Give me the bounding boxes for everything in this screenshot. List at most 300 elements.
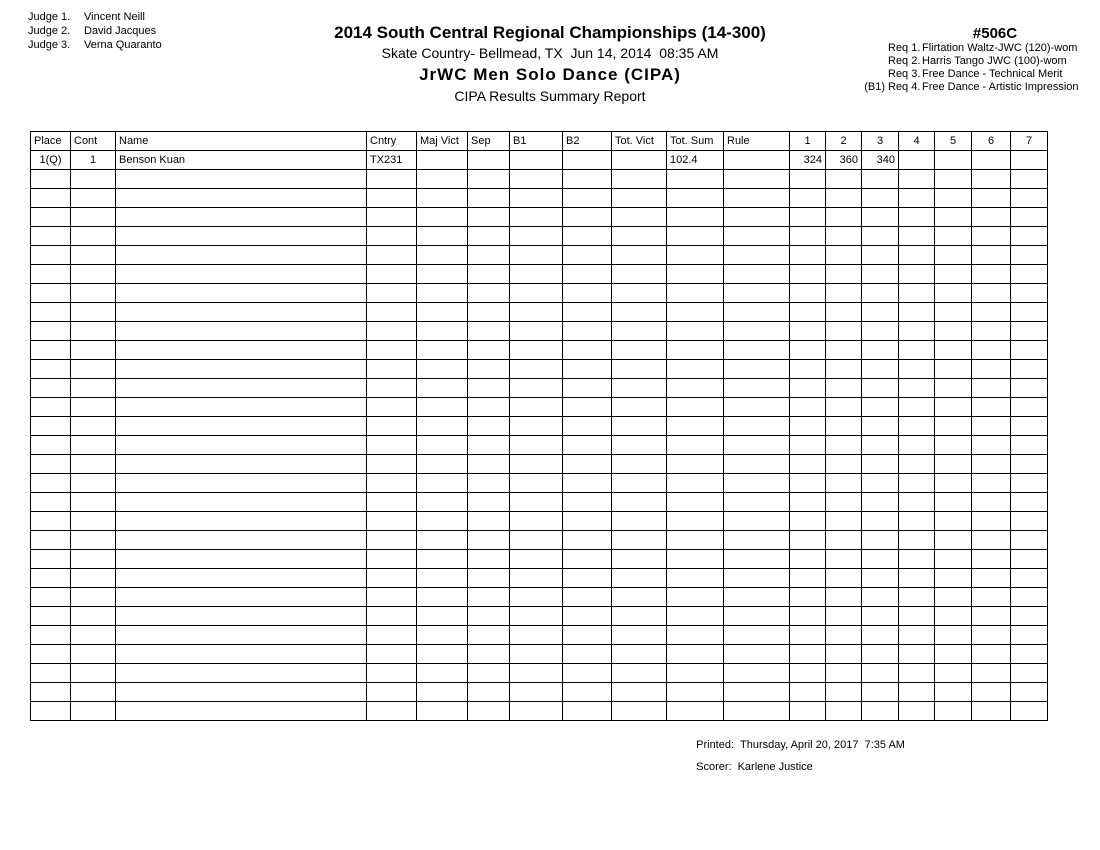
table-cell bbox=[612, 702, 667, 721]
table-cell bbox=[116, 531, 367, 550]
table-cell bbox=[510, 322, 563, 341]
table-cell bbox=[116, 474, 367, 493]
table-cell bbox=[116, 398, 367, 417]
table-cell bbox=[563, 246, 612, 265]
table-cell bbox=[790, 588, 826, 607]
column-header: B1 bbox=[510, 132, 563, 151]
table-cell bbox=[468, 474, 510, 493]
table-cell bbox=[899, 455, 935, 474]
table-cell bbox=[417, 189, 468, 208]
table-cell bbox=[790, 227, 826, 246]
table-cell bbox=[31, 531, 71, 550]
table-cell bbox=[417, 493, 468, 512]
table-cell bbox=[367, 626, 417, 645]
table-cell bbox=[899, 531, 935, 550]
table-cell bbox=[826, 322, 862, 341]
table-cell bbox=[563, 170, 612, 189]
table-cell bbox=[862, 379, 899, 398]
table-cell bbox=[935, 208, 972, 227]
table-cell bbox=[862, 550, 899, 569]
requirement-line bbox=[858, 81, 1100, 94]
table-cell bbox=[468, 246, 510, 265]
table-cell bbox=[899, 303, 935, 322]
empty-row bbox=[31, 531, 1048, 550]
table-cell bbox=[31, 569, 71, 588]
table-cell bbox=[417, 683, 468, 702]
table-cell bbox=[667, 455, 724, 474]
results-table bbox=[30, 131, 1048, 721]
table-cell bbox=[862, 284, 899, 303]
table-cell bbox=[510, 702, 563, 721]
table-cell bbox=[468, 379, 510, 398]
table-cell bbox=[510, 436, 563, 455]
table-cell bbox=[71, 683, 116, 702]
table-cell bbox=[71, 208, 116, 227]
table-cell bbox=[972, 493, 1011, 512]
table-cell bbox=[116, 170, 367, 189]
table-cell bbox=[116, 265, 367, 284]
table-cell bbox=[468, 588, 510, 607]
table-cell bbox=[563, 284, 612, 303]
table-cell bbox=[972, 398, 1011, 417]
table-cell bbox=[510, 341, 563, 360]
table-cell bbox=[510, 645, 563, 664]
table-cell bbox=[71, 531, 116, 550]
table-cell bbox=[667, 208, 724, 227]
table-cell bbox=[972, 246, 1011, 265]
table-cell bbox=[826, 569, 862, 588]
table-cell bbox=[71, 588, 116, 607]
table-cell bbox=[116, 303, 367, 322]
table-cell bbox=[612, 455, 667, 474]
table-cell bbox=[367, 493, 417, 512]
table-cell bbox=[724, 493, 790, 512]
table-cell bbox=[826, 474, 862, 493]
table-cell bbox=[612, 493, 667, 512]
table-cell bbox=[1011, 170, 1048, 189]
table-cell bbox=[667, 322, 724, 341]
table-cell bbox=[612, 227, 667, 246]
table-cell bbox=[972, 341, 1011, 360]
table-cell bbox=[417, 569, 468, 588]
table-cell bbox=[31, 379, 71, 398]
table-cell bbox=[563, 360, 612, 379]
table-cell bbox=[468, 550, 510, 569]
table-cell bbox=[367, 455, 417, 474]
table-cell bbox=[71, 170, 116, 189]
table-cell bbox=[510, 607, 563, 626]
table-cell bbox=[1011, 569, 1048, 588]
table-cell bbox=[31, 417, 71, 436]
table-cell bbox=[71, 512, 116, 531]
printed-timestamp bbox=[690, 727, 905, 751]
table-cell bbox=[724, 151, 790, 170]
empty-row bbox=[31, 208, 1048, 227]
table-cell bbox=[862, 208, 899, 227]
table-cell bbox=[899, 417, 935, 436]
table-cell bbox=[71, 398, 116, 417]
table-cell bbox=[468, 683, 510, 702]
table-cell bbox=[510, 512, 563, 531]
table-cell bbox=[667, 664, 724, 683]
table-cell bbox=[468, 569, 510, 588]
table-cell bbox=[899, 626, 935, 645]
table-cell bbox=[724, 360, 790, 379]
table-cell bbox=[935, 227, 972, 246]
table-cell bbox=[510, 398, 563, 417]
table-cell bbox=[667, 531, 724, 550]
table-cell bbox=[71, 246, 116, 265]
table-cell bbox=[612, 189, 667, 208]
table-cell bbox=[612, 265, 667, 284]
table-cell bbox=[417, 417, 468, 436]
column-header: 3 bbox=[862, 132, 899, 151]
table-cell bbox=[116, 379, 367, 398]
table-cell bbox=[667, 702, 724, 721]
empty-row bbox=[31, 493, 1048, 512]
empty-row bbox=[31, 189, 1048, 208]
table-cell bbox=[116, 607, 367, 626]
table-cell bbox=[612, 588, 667, 607]
table-cell bbox=[899, 265, 935, 284]
table-cell bbox=[724, 683, 790, 702]
table-cell bbox=[31, 436, 71, 455]
table-cell bbox=[71, 607, 116, 626]
table-cell bbox=[790, 626, 826, 645]
table-cell bbox=[667, 284, 724, 303]
empty-row bbox=[31, 683, 1048, 702]
table-cell bbox=[71, 284, 116, 303]
table-cell bbox=[510, 246, 563, 265]
table-cell bbox=[612, 417, 667, 436]
column-header: Place bbox=[31, 132, 71, 151]
req-text: Free Dance - Artistic Impression bbox=[922, 81, 1079, 93]
table-cell bbox=[612, 512, 667, 531]
table-cell bbox=[1011, 512, 1048, 531]
table-cell bbox=[1011, 607, 1048, 626]
table-cell bbox=[724, 474, 790, 493]
table-cell bbox=[367, 474, 417, 493]
table-cell bbox=[972, 151, 1011, 170]
table-cell bbox=[826, 664, 862, 683]
empty-row bbox=[31, 607, 1048, 626]
table-cell bbox=[667, 360, 724, 379]
empty-row bbox=[31, 550, 1048, 569]
table-cell bbox=[790, 455, 826, 474]
table-cell bbox=[563, 493, 612, 512]
table-cell bbox=[510, 455, 563, 474]
table-cell bbox=[826, 436, 862, 455]
table-cell bbox=[417, 702, 468, 721]
event-title: JrWC Men Solo Dance (CIPA) bbox=[419, 65, 681, 84]
table-cell bbox=[826, 417, 862, 436]
table-cell bbox=[31, 303, 71, 322]
table-cell bbox=[71, 417, 116, 436]
table-cell bbox=[862, 531, 899, 550]
table-cell bbox=[468, 626, 510, 645]
column-header: Tot. Sum bbox=[667, 132, 724, 151]
report-name: CIPA Results Summary Report bbox=[454, 88, 646, 104]
column-header: 5 bbox=[935, 132, 972, 151]
req-text: Free Dance - Technical Merit bbox=[922, 68, 1063, 80]
table-cell bbox=[826, 702, 862, 721]
table-cell bbox=[935, 607, 972, 626]
table-cell bbox=[862, 607, 899, 626]
table-cell bbox=[417, 246, 468, 265]
column-header: Cont bbox=[71, 132, 116, 151]
table-cell bbox=[935, 550, 972, 569]
table-cell bbox=[724, 322, 790, 341]
table-cell bbox=[468, 493, 510, 512]
table-cell bbox=[826, 550, 862, 569]
table-cell bbox=[972, 303, 1011, 322]
empty-row bbox=[31, 284, 1048, 303]
column-header: Tot. Vict bbox=[612, 132, 667, 151]
table-cell bbox=[1011, 360, 1048, 379]
table-cell bbox=[935, 474, 972, 493]
table-cell bbox=[116, 645, 367, 664]
table-cell bbox=[862, 303, 899, 322]
table-cell bbox=[563, 379, 612, 398]
table-cell bbox=[667, 645, 724, 664]
table-cell bbox=[31, 189, 71, 208]
table-cell bbox=[972, 189, 1011, 208]
table-cell bbox=[563, 189, 612, 208]
table-cell bbox=[510, 417, 563, 436]
empty-row bbox=[31, 322, 1048, 341]
empty-row bbox=[31, 303, 1048, 322]
table-cell bbox=[862, 493, 899, 512]
table-cell bbox=[563, 588, 612, 607]
table-cell bbox=[935, 683, 972, 702]
table-cell bbox=[972, 455, 1011, 474]
judge-label: Judge 2. bbox=[28, 25, 71, 37]
table-cell bbox=[1011, 246, 1048, 265]
table-cell bbox=[935, 493, 972, 512]
table-cell bbox=[367, 246, 417, 265]
empty-row bbox=[31, 417, 1048, 436]
empty-row bbox=[31, 265, 1048, 284]
judge-name: Verna Quaranto bbox=[84, 39, 162, 51]
table-cell bbox=[826, 626, 862, 645]
table-cell bbox=[612, 151, 667, 170]
table-cell bbox=[563, 626, 612, 645]
table-cell bbox=[935, 664, 972, 683]
table-cell bbox=[667, 569, 724, 588]
table-cell bbox=[1011, 322, 1048, 341]
table-cell bbox=[510, 683, 563, 702]
empty-row bbox=[31, 588, 1048, 607]
table-cell bbox=[612, 322, 667, 341]
table-cell bbox=[417, 265, 468, 284]
scorer-label: Scorer: bbox=[696, 761, 732, 773]
requirement-line bbox=[858, 68, 1100, 81]
table-cell bbox=[790, 493, 826, 512]
table-cell bbox=[1011, 417, 1048, 436]
table-cell bbox=[899, 588, 935, 607]
table-cell bbox=[563, 664, 612, 683]
table-cell bbox=[862, 398, 899, 417]
table-cell bbox=[724, 398, 790, 417]
table-cell bbox=[417, 531, 468, 550]
championship-title: 2014 South Central Regional Championships (14-300) bbox=[334, 23, 766, 42]
table-cell bbox=[563, 512, 612, 531]
table-cell bbox=[116, 436, 367, 455]
table-cell bbox=[826, 531, 862, 550]
table-cell bbox=[862, 588, 899, 607]
table-cell bbox=[972, 227, 1011, 246]
table-cell bbox=[862, 265, 899, 284]
table-cell bbox=[724, 512, 790, 531]
table-cell bbox=[1011, 626, 1048, 645]
table-cell bbox=[667, 550, 724, 569]
table-cell bbox=[972, 702, 1011, 721]
table-cell bbox=[71, 645, 116, 664]
table-cell bbox=[935, 151, 972, 170]
table-cell bbox=[826, 341, 862, 360]
table-cell bbox=[667, 170, 724, 189]
table-cell bbox=[468, 341, 510, 360]
table-cell bbox=[31, 398, 71, 417]
table-cell bbox=[31, 284, 71, 303]
table-cell bbox=[899, 645, 935, 664]
table-cell bbox=[116, 702, 367, 721]
table-cell bbox=[826, 170, 862, 189]
table-cell bbox=[116, 284, 367, 303]
table-cell bbox=[116, 341, 367, 360]
table-cell bbox=[826, 379, 862, 398]
table-cell bbox=[935, 360, 972, 379]
table-cell bbox=[563, 569, 612, 588]
table-cell bbox=[612, 531, 667, 550]
table-cell bbox=[367, 227, 417, 246]
table-cell bbox=[667, 474, 724, 493]
table-cell bbox=[563, 683, 612, 702]
table-cell bbox=[899, 246, 935, 265]
table-cell bbox=[468, 208, 510, 227]
table-cell bbox=[826, 493, 862, 512]
table-cell bbox=[826, 265, 862, 284]
table-cell bbox=[71, 227, 116, 246]
empty-row bbox=[31, 474, 1048, 493]
table-cell bbox=[71, 189, 116, 208]
table-cell bbox=[1011, 550, 1048, 569]
table-cell bbox=[1011, 683, 1048, 702]
table-cell bbox=[71, 664, 116, 683]
table-cell bbox=[1011, 436, 1048, 455]
table-cell bbox=[612, 645, 667, 664]
table-cell bbox=[468, 436, 510, 455]
table-cell bbox=[972, 531, 1011, 550]
table-cell bbox=[417, 607, 468, 626]
table-cell bbox=[899, 284, 935, 303]
table-cell bbox=[71, 379, 116, 398]
table-cell bbox=[468, 189, 510, 208]
table-cell bbox=[71, 493, 116, 512]
table-cell bbox=[724, 189, 790, 208]
table-cell bbox=[510, 588, 563, 607]
table-cell bbox=[826, 189, 862, 208]
table-cell bbox=[899, 360, 935, 379]
table-cell bbox=[563, 455, 612, 474]
table-cell bbox=[116, 189, 367, 208]
table-cell bbox=[367, 398, 417, 417]
table-cell bbox=[862, 645, 899, 664]
table-cell bbox=[417, 455, 468, 474]
table-cell bbox=[899, 436, 935, 455]
table-cell bbox=[468, 322, 510, 341]
table-cell bbox=[899, 170, 935, 189]
empty-row bbox=[31, 512, 1048, 531]
table-cell bbox=[790, 379, 826, 398]
table-cell bbox=[116, 550, 367, 569]
empty-row bbox=[31, 379, 1048, 398]
table-cell bbox=[862, 702, 899, 721]
table-cell bbox=[667, 189, 724, 208]
table-cell bbox=[667, 246, 724, 265]
printed-label: Printed: bbox=[696, 739, 735, 751]
table-cell bbox=[899, 493, 935, 512]
empty-row bbox=[31, 626, 1048, 645]
table-cell bbox=[563, 265, 612, 284]
table-cell bbox=[468, 151, 510, 170]
table-cell bbox=[935, 341, 972, 360]
table-cell bbox=[1011, 151, 1048, 170]
table-cell bbox=[826, 683, 862, 702]
table-cell bbox=[1011, 227, 1048, 246]
column-header: Maj Vict bbox=[417, 132, 468, 151]
table-cell bbox=[417, 474, 468, 493]
table-cell bbox=[563, 322, 612, 341]
table-cell bbox=[367, 512, 417, 531]
table-cell bbox=[899, 512, 935, 531]
table-cell bbox=[899, 208, 935, 227]
table-cell bbox=[1011, 493, 1048, 512]
table-cell bbox=[826, 645, 862, 664]
table-cell bbox=[468, 664, 510, 683]
table-cell bbox=[790, 702, 826, 721]
empty-row bbox=[31, 341, 1048, 360]
table-cell bbox=[862, 512, 899, 531]
table-cell bbox=[612, 626, 667, 645]
table-cell bbox=[417, 379, 468, 398]
table-cell bbox=[899, 341, 935, 360]
table-cell bbox=[367, 208, 417, 227]
table-cell bbox=[790, 189, 826, 208]
table-cell bbox=[667, 227, 724, 246]
table-cell bbox=[790, 265, 826, 284]
table-cell bbox=[972, 208, 1011, 227]
table-cell bbox=[667, 417, 724, 436]
table-cell bbox=[71, 303, 116, 322]
venue-date-line: Skate Country- Bellmead, TX Jun 14, 2014 08:35 AM bbox=[381, 45, 719, 61]
table-cell bbox=[612, 664, 667, 683]
table-cell bbox=[31, 493, 71, 512]
table-cell bbox=[972, 417, 1011, 436]
table-cell bbox=[510, 664, 563, 683]
table-cell bbox=[724, 607, 790, 626]
table-cell bbox=[367, 303, 417, 322]
table-cell bbox=[31, 322, 71, 341]
table-cell bbox=[724, 303, 790, 322]
table-cell bbox=[367, 683, 417, 702]
table-cell bbox=[31, 208, 71, 227]
table-cell bbox=[935, 645, 972, 664]
table-cell bbox=[468, 455, 510, 474]
table-cell bbox=[563, 398, 612, 417]
table-cell bbox=[468, 531, 510, 550]
requirement-line bbox=[858, 42, 1100, 55]
